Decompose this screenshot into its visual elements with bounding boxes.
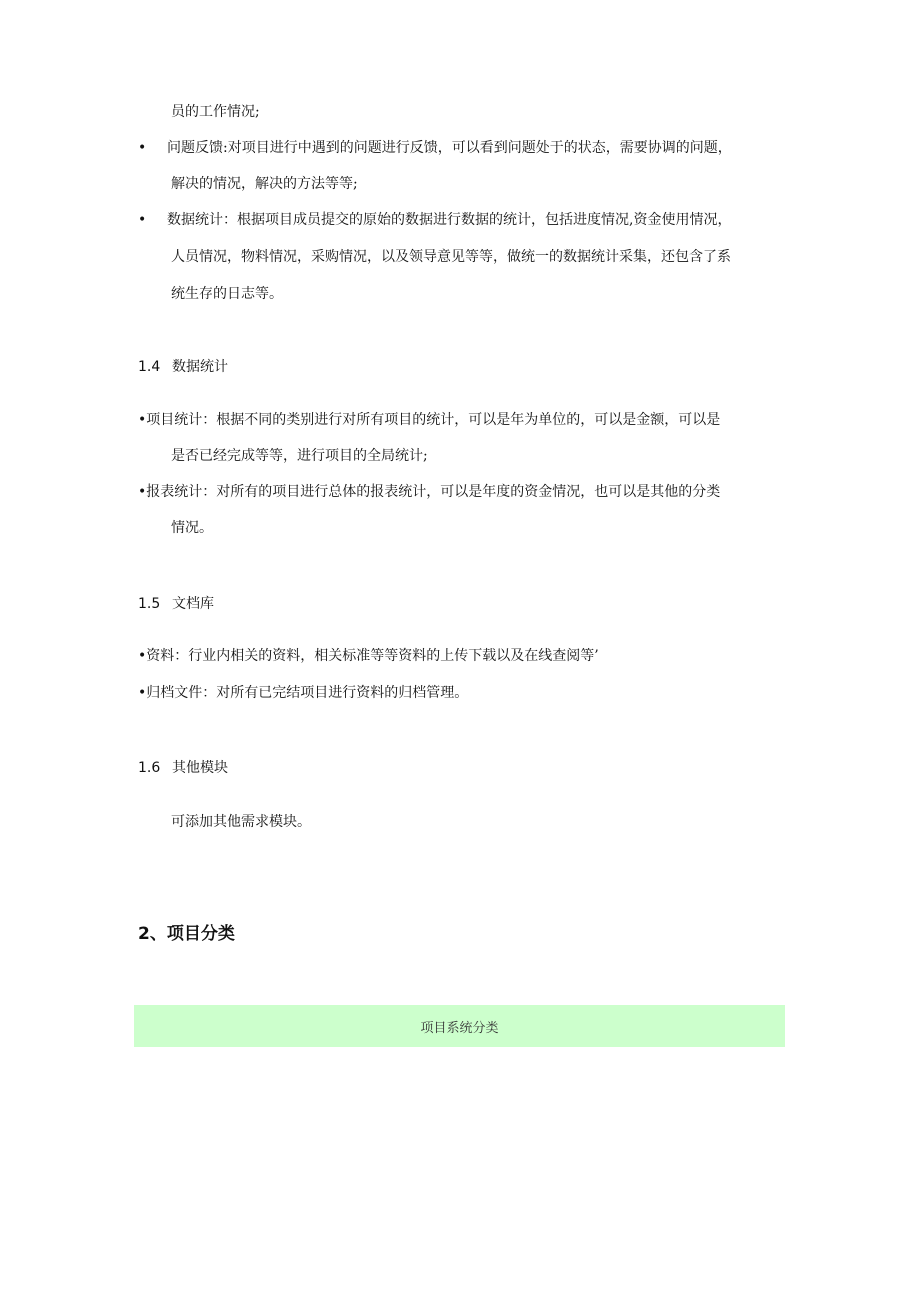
report-stats-line-1: •报表统计：对所有的项目进行总体的报表统计，可以是年度的资金情况，也可以是其他的分类 [138,484,721,500]
bullet-symbol: • [138,212,147,228]
bullet-feedback-line-1: 问题反馈:对项目进行中遇到的问题进行反馈，可以看到问题处于的状态，需要协调的问题， [167,140,732,156]
section-2-title: 2、项目分类 [138,924,235,944]
bullet-symbol: • [138,140,147,156]
section-number: 1.6 [138,760,161,776]
section-title: 文档库 [172,596,214,612]
materials-item: •资料：行业内相关的资料，相关标准等等资料的上传下载以及在线查阅等’ [138,648,599,664]
banner-label: 项目系统分类 [420,1020,499,1036]
other-modules-text: 可添加其他需求模块。 [171,814,311,830]
bullet-feedback-line-2: 解决的情况，解决的方法等等; [171,176,358,192]
report-stats-line-2: 情况。 [171,520,213,536]
section-1-5-heading [138,594,214,614]
project-stats-line-2: 是否已经完成等等，进行项目的全局统计; [171,448,428,464]
section-number: 1.5 [138,596,161,612]
bullet-stats-line-3: 统生存的日志等。 [171,286,283,302]
section-1-4-heading [138,357,228,377]
section-number: 1.4 [138,359,161,375]
bullet-stats-line-1: 数据统计：根据项目成员提交的原始的数据进行数据的统计，包括进度情况,资金使用情况， [167,212,732,228]
section-title: 数据统计 [172,359,228,375]
bullet-stats-line-2: 人员情况，物料情况，采购情况，以及领导意见等等，做统一的数据统计采集，还包含了系 [171,249,731,265]
project-stats-line-1: •项目统计：根据不同的类别进行对所有项目的统计，可以是年为单位的，可以是金额，可以是 [138,412,721,428]
section-title: 其他模块 [172,760,228,776]
project-category-banner [134,1005,785,1047]
section-1-6-heading [138,758,228,778]
archive-item: •归档文件：对所有已完结项目进行资料的归档管理。 [138,685,469,701]
intro-fragment: 员的工作情况; [171,104,260,120]
